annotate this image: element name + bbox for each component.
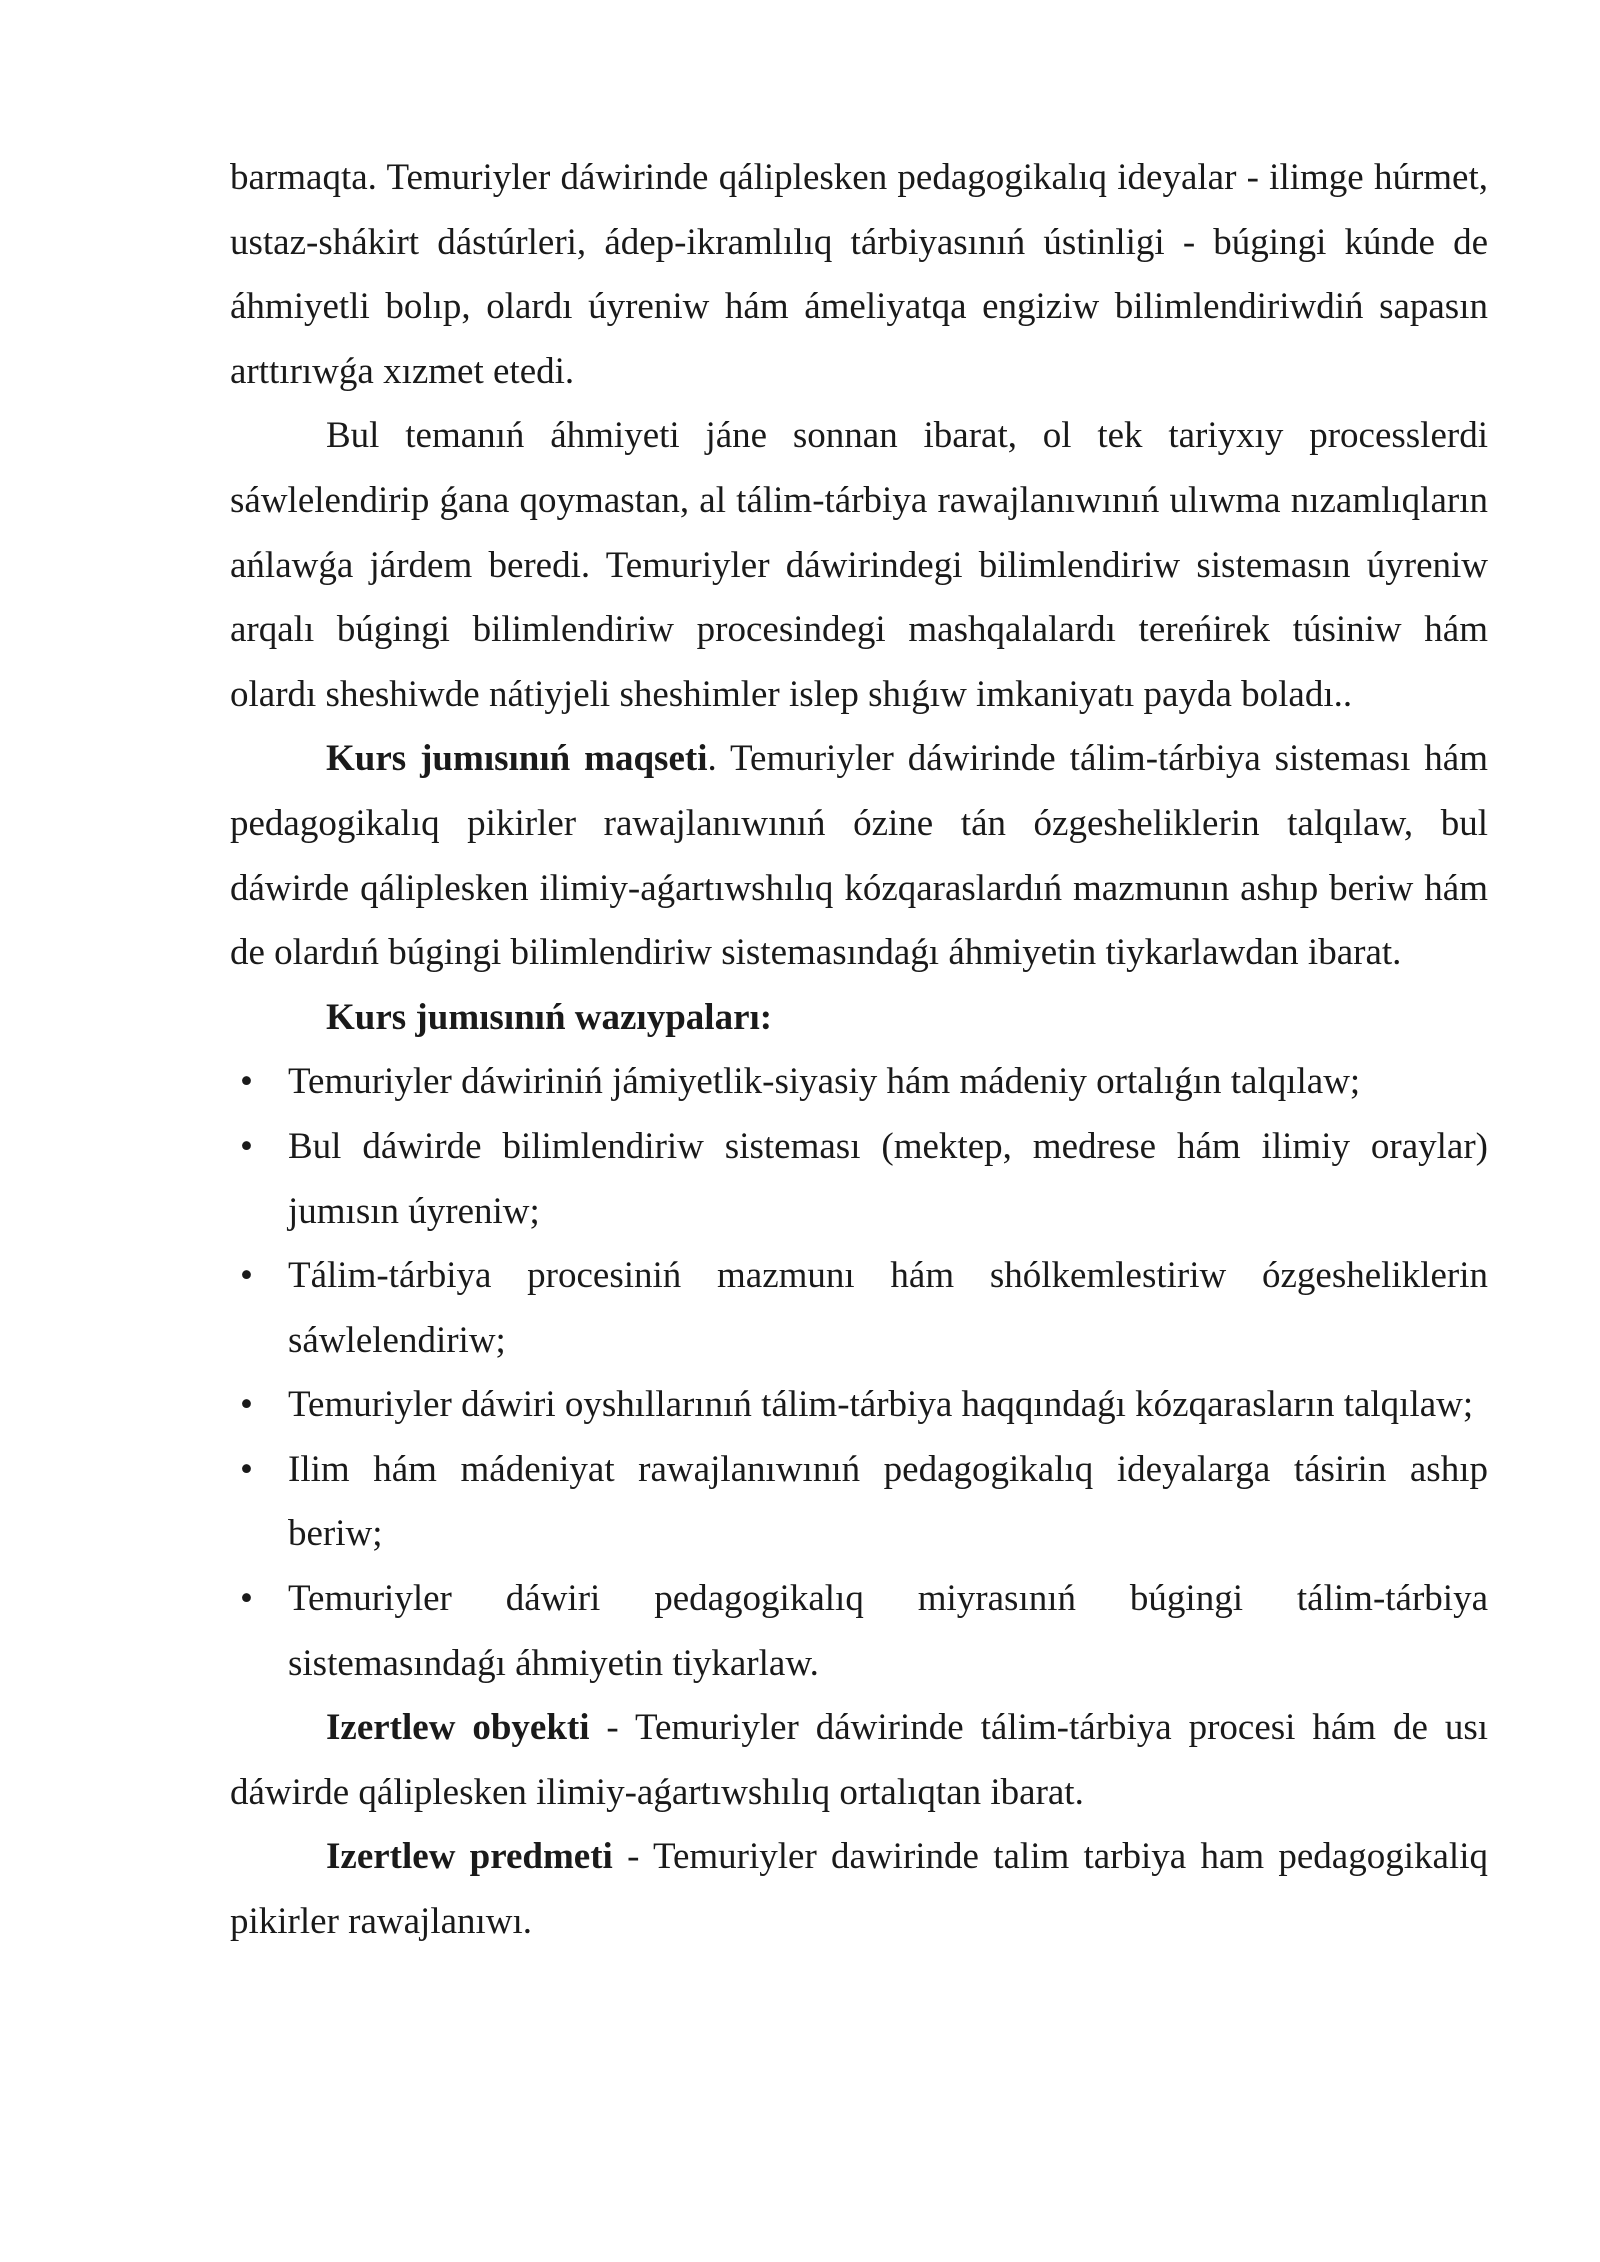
list-item bbox=[230, 1115, 1488, 1244]
list-item bbox=[230, 1244, 1488, 1373]
paragraph-research-subject bbox=[230, 1825, 1488, 1954]
bullet-icon: • bbox=[240, 1578, 253, 1620]
research-subject-label: Izertlew predmeti bbox=[326, 1836, 613, 1878]
bullet-icon: • bbox=[240, 1125, 253, 1167]
course-aim-label: Kurs jumısınıń maqseti bbox=[326, 738, 708, 780]
paragraph-research-object bbox=[230, 1696, 1488, 1825]
research-object-text: - Temuriyler dáwirinde tálim-tárbiya procesi hám de usı dáwirde qáliplesken ilimiy-aǵartıwshılıq ortalıqtan ibarat. bbox=[230, 1707, 1489, 1813]
list-item-text: Temuriyler dáwiri pedagogikalıq miyrasınıń búgingi tálim-tárbiya sistemasındaǵı áhmiyetin tiykarlaw. bbox=[288, 1578, 1488, 1684]
bullet-icon: • bbox=[240, 1448, 253, 1490]
list-item-text: Temuriyler dáwiriniń jámiyetlik-siyasiy hám mádeniy ortalıǵın talqılaw; bbox=[288, 1061, 1361, 1103]
list-item bbox=[230, 1373, 1488, 1438]
paragraph-intro-continuation: barmaqta. Temuriyler dáwirinde qáliplesken pedagogikalıq ideyalar - ilimge húrmet, ustaz-shákirt dástúrleri, ádep-ikramlılıq tárbiyasınıń ústinligi - búgingi kúnde de áhmiyetli bolıp, olardı úyreniw hám ámeliyatqa engiziw bilimlendiriwdiń sapasın arttırıwǵa xızmet etedi. bbox=[230, 157, 1488, 392]
list-item bbox=[230, 1438, 1488, 1567]
course-aim-text: . Temuriyler dáwirinde tálim-tárbiya sisteması hám pedagogikalıq pikirler rawajlanıwınıń ózine tán ózgesheliklerin talqılaw, bul dáwirde qáliplesken ilimiy-aǵartıwshılıq kózqaraslardıń mazmunın ashıp beriw hám de olardıń búgingi bilimlendiriw sistemasındaǵı áhmiyetin tiykarlawdan ibarat. bbox=[230, 738, 1488, 974]
tasks-list bbox=[230, 1050, 1488, 1696]
list-item-text: Temuriyler dáwiri oyshıllarınıń tálim-tárbiya haqqındaǵı kózqarasların talqılaw; bbox=[288, 1384, 1474, 1426]
bullet-icon: • bbox=[240, 1061, 253, 1103]
bullet-icon: • bbox=[240, 1255, 253, 1297]
research-subject-text: - Temuriyler dawirinde talim tarbiya ham pedagogikaliq pikirler rawajlanıwı. bbox=[230, 1836, 1488, 1943]
list-item-text: Bul dáwirde bilimlendiriw sisteması (mektep, medrese hám ilimiy oraylar) jumısın úyreniw; bbox=[288, 1125, 1488, 1232]
tasks-heading: Kurs jumısınıń wazıypaları: bbox=[326, 996, 773, 1038]
bullet-icon: • bbox=[240, 1384, 253, 1426]
list-item-text: Ilim hám mádeniyat rawajlanıwınıń pedagogikalıq ideyalarga tásirin ashıp beriw; bbox=[288, 1448, 1488, 1555]
paragraph-course-aim bbox=[230, 727, 1488, 985]
list-item-text: Tálim-tárbiya procesiniń mazmunı hám shólkemlestiriw ózgesheliklerin sáwlelendiriw; bbox=[288, 1255, 1488, 1361]
list-item bbox=[230, 1567, 1488, 1696]
research-object-label: Izertlew obyekti bbox=[326, 1707, 590, 1749]
paragraph-topic-importance: Bul temanıń áhmiyeti jáne sonnan ibarat, ol tek tariyxıy processlerdi sáwlelendirip ǵana qoymastan, al tálim-tárbiya rawajlanıwınıń ulıwma nızamlıqların ańlawǵa járdem beredi. Temuriyler dáwirindegi bilimlendiriw sistemasın úyreniw arqalı búgingi bilimlendiriw procesindegi mashqalalardı tereńirek túsiniw hám olardı sheshiwde nátiyjeli sheshimler islep shıǵıw imkaniyatı payda boladı.. bbox=[230, 415, 1488, 715]
document-page bbox=[230, 146, 1488, 1955]
list-item bbox=[230, 1050, 1488, 1115]
